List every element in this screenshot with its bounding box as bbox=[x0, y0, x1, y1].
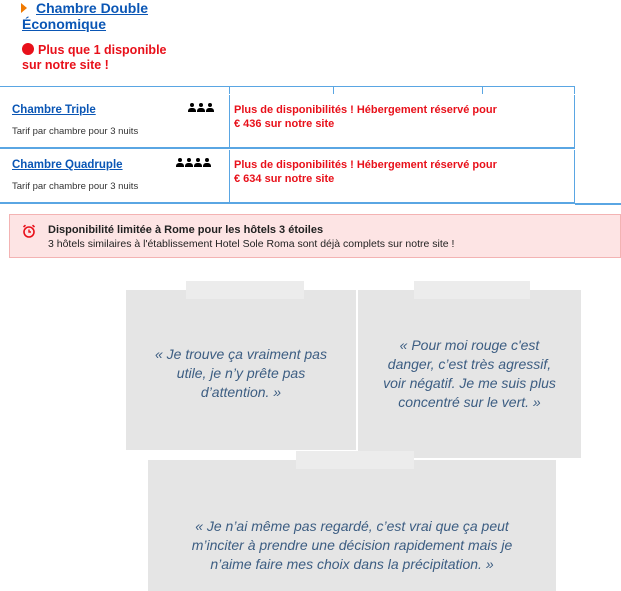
card-tab bbox=[414, 281, 530, 299]
table-row bbox=[0, 150, 575, 204]
quote-line: voir négatif. Je me suis plus bbox=[383, 375, 556, 391]
quote-card bbox=[358, 290, 581, 458]
person-icon bbox=[197, 103, 205, 113]
table-column-tick bbox=[229, 86, 230, 94]
availability-warning bbox=[22, 43, 222, 73]
room-link-triple[interactable]: Chambre Triple bbox=[12, 104, 96, 116]
quote-line: m’inciter à prendre une décision rapidement mais je bbox=[191, 537, 513, 553]
quote-card bbox=[126, 290, 356, 450]
card-tab bbox=[296, 451, 414, 469]
person-icon bbox=[176, 158, 184, 168]
quote-line: « Pour moi rouge c'est bbox=[399, 337, 540, 353]
table-column-divider bbox=[574, 150, 575, 204]
table-column-divider bbox=[229, 95, 230, 149]
table-column-divider bbox=[574, 95, 575, 149]
message-line2: € 436 sur notre site bbox=[234, 118, 335, 130]
room-title-line1: Chambre Double bbox=[36, 0, 149, 16]
quote-line: n’aime faire mes choix dans la précipitation. » bbox=[210, 556, 494, 572]
room-subtitle: Tarif par chambre pour 3 nuits bbox=[12, 126, 139, 137]
quote-line: concentré sur le vert. » bbox=[398, 394, 541, 410]
table-column-tick bbox=[333, 86, 334, 94]
quote-line: danger, c’est très agressif, bbox=[387, 356, 552, 372]
occupancy-4-icon bbox=[176, 158, 212, 171]
room-listing-double-economique bbox=[22, 0, 222, 73]
orange-arrow-icon bbox=[21, 3, 27, 13]
card-tab bbox=[186, 281, 304, 299]
alert-title: Disponibilité limitée à Rome pour les hôtels 3 étoiles bbox=[48, 224, 324, 236]
message-line1: Plus de disponibilités ! Hébergement réservé pour bbox=[234, 104, 497, 116]
table-row bbox=[0, 95, 575, 149]
quote-text bbox=[148, 517, 556, 574]
person-icon bbox=[203, 158, 211, 168]
limited-availability-alert bbox=[9, 214, 621, 258]
quote-text bbox=[126, 345, 356, 402]
person-icon bbox=[206, 103, 214, 113]
availability-line1: Plus que 1 disponible bbox=[38, 43, 167, 57]
table-column-divider bbox=[229, 150, 230, 204]
alert-text: 3 hôtels similaires à l'établissement Hotel Sole Roma sont déjà complets sur notre site ! bbox=[48, 238, 455, 250]
room-link-quadruple[interactable]: Chambre Quadruple bbox=[12, 159, 123, 171]
quote-card bbox=[148, 460, 556, 591]
row-divider bbox=[0, 147, 575, 149]
table-divider bbox=[0, 86, 575, 87]
quote-line: « Je n’ai même pas regardé, c’est vrai que ça peut bbox=[195, 518, 509, 534]
occupancy-3-icon bbox=[188, 103, 215, 116]
quote-text bbox=[358, 336, 581, 412]
room-unavailable-message bbox=[234, 103, 554, 131]
person-icon bbox=[188, 103, 196, 113]
table-column-tick bbox=[574, 86, 575, 94]
room-unavailable-message bbox=[234, 158, 554, 186]
room-subtitle: Tarif par chambre pour 3 nuits bbox=[12, 181, 139, 192]
alarm-clock-icon bbox=[22, 224, 36, 238]
room-link-double-economique[interactable] bbox=[22, 0, 222, 32]
message-line1: Plus de disponibilités ! Hébergement réservé pour bbox=[234, 159, 497, 171]
table-divider bbox=[575, 203, 621, 205]
red-dot-icon bbox=[22, 43, 34, 55]
message-line2: € 634 sur notre site bbox=[234, 173, 335, 185]
person-icon bbox=[194, 158, 202, 168]
room-title-line2: Économique bbox=[22, 16, 107, 32]
quote-line: « Je trouve ça vraiment pas bbox=[155, 346, 327, 362]
quote-line: utile, je n’y prête pas bbox=[176, 365, 306, 381]
row-divider bbox=[0, 202, 575, 204]
person-icon bbox=[185, 158, 193, 168]
availability-line2: sur notre site ! bbox=[22, 58, 109, 72]
quote-line: d’attention. » bbox=[200, 384, 282, 400]
table-column-tick bbox=[482, 86, 483, 94]
